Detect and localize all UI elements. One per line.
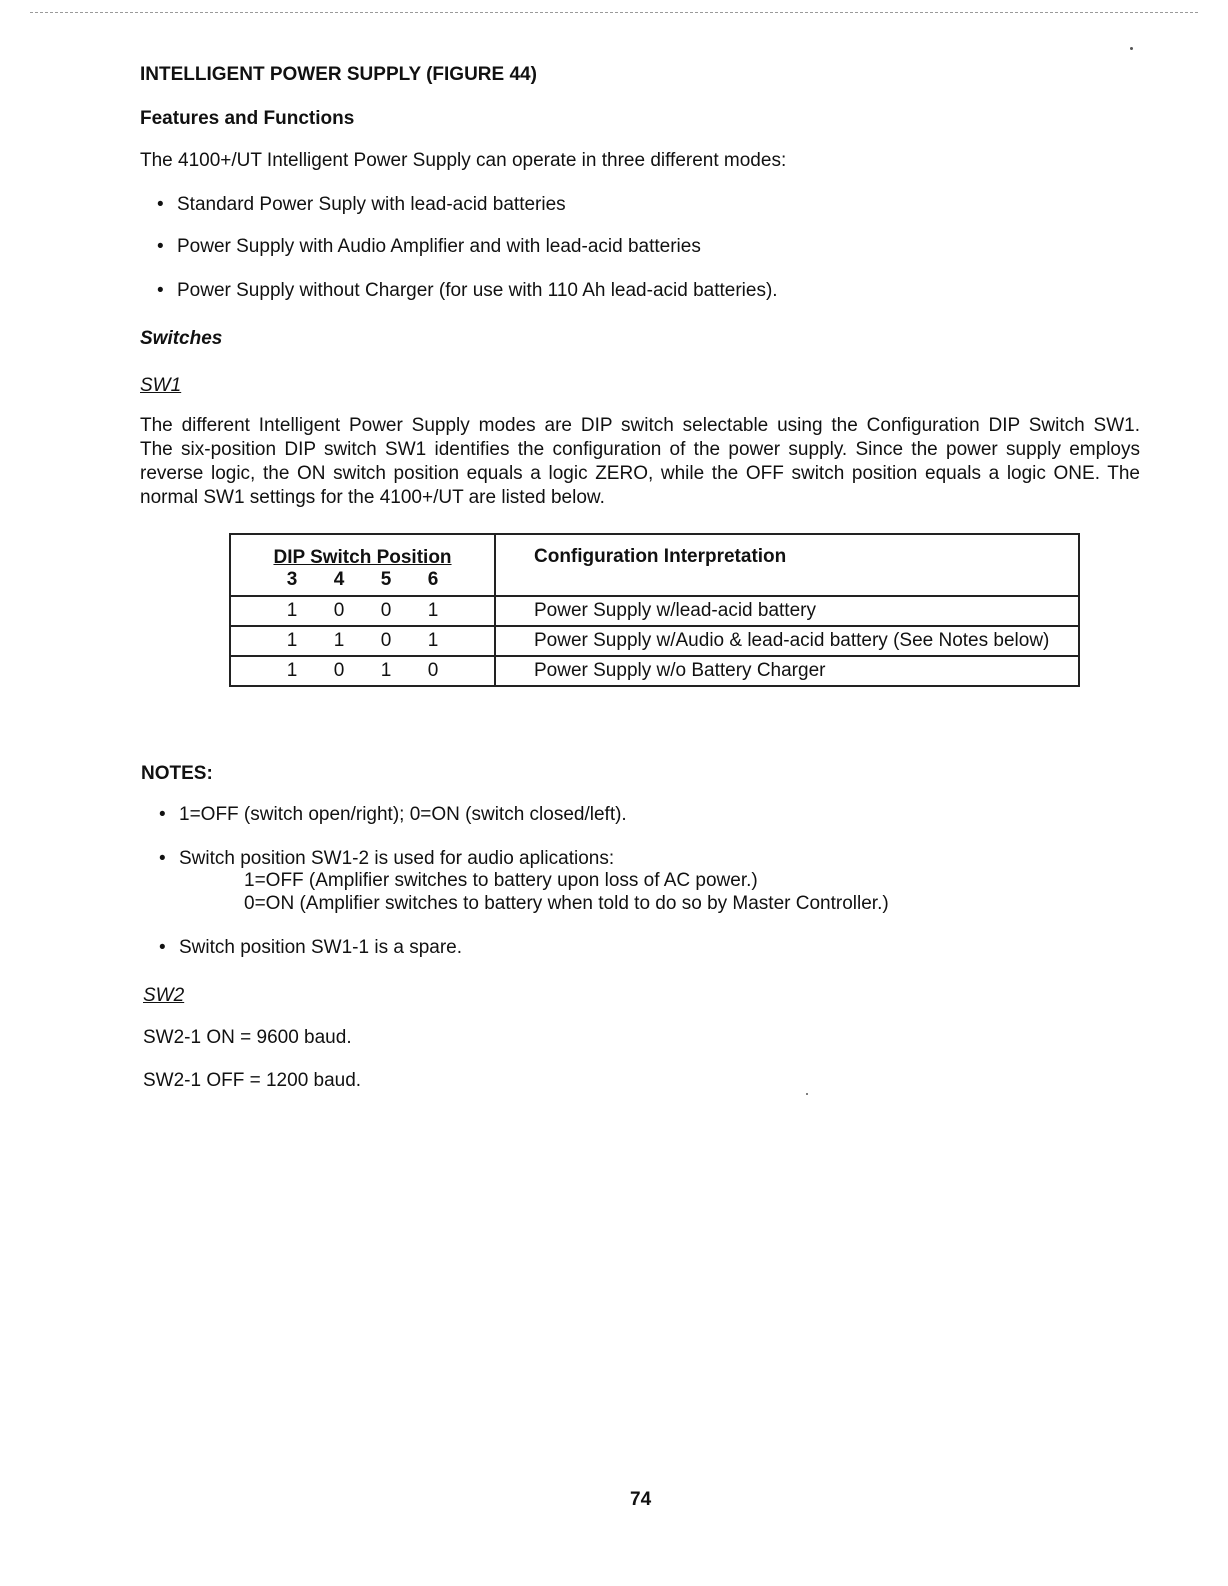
dip-value: 1 [286,600,298,621]
position-label: 4 [333,569,345,590]
sw1-paragraph-line: reverse logic, the ON switch position equals a logic ZERO, while the OFF switch position equals a logic ONE. The [140,463,1140,484]
note-text: Switch position SW1-1 is a spare. [179,937,463,958]
sw2-line: SW2-1 OFF = 1200 baud. [143,1070,362,1091]
dip-values-cell [230,626,495,656]
dip-position-numbers [231,569,494,591]
sw1-heading: SW1 [140,375,182,396]
dip-value: 0 [380,600,392,621]
dip-header-cell [230,534,495,596]
mode-item-text: Standard Power Suply with lead-acid batteries [177,194,566,215]
dip-value: 0 [427,660,439,681]
scan-artifact-dot [806,1093,808,1095]
note-item [159,937,462,959]
dip-position-header: DIP Switch Position [273,547,452,568]
dip-value: 1 [380,660,392,681]
dip-value: 1 [286,630,298,651]
intro-text: The 4100+/UT Intelligent Power Supply can operate in three different modes: [140,150,787,171]
note-item [159,804,627,826]
note-subitem: 1=OFF (Amplifier switches to battery upon loss of AC power.) [244,870,758,891]
dip-value: 1 [333,630,345,651]
dip-value: 0 [380,630,392,651]
section-title: INTELLIGENT POWER SUPPLY (FIGURE 44) [140,64,537,85]
dip-value: 1 [286,660,298,681]
dip-value: 0 [333,660,345,681]
note-text: 1=OFF (switch open/right); 0=ON (switch closed/left). [179,804,627,825]
config-cell [495,626,1079,656]
config-header-cell [495,534,1079,596]
config-text: Power Supply w/o Battery Charger [534,660,826,681]
dip-value: 0 [333,600,345,621]
position-label: 6 [427,569,439,590]
notes-heading: NOTES: [141,763,213,784]
sw2-heading: SW2 [143,985,185,1006]
sw1-paragraph-line: The different Intelligent Power Supply modes are DIP switch selectable using the Configuration DIP Switch SW1. [140,415,1140,436]
mode-item [157,194,566,216]
table-header-row [230,534,1079,596]
mode-item-text: Power Supply without Charger (for use with 110 Ah lead-acid batteries). [177,280,778,301]
config-header: Configuration Interpretation [534,546,787,567]
scan-artifact-dot [1130,47,1133,50]
scan-artifact-line [30,12,1198,13]
sw2-line: SW2-1 ON = 9600 baud. [143,1027,352,1048]
config-text: Power Supply w/Audio & lead-acid battery (See Notes below) [534,630,1050,651]
note-text: Switch position SW1-2 is used for audio aplications: [179,848,615,869]
mode-item-text: Power Supply with Audio Amplifier and with lead-acid batteries [177,236,701,257]
sw1-paragraph-line: The six-position DIP switch SW1 identifies the configuration of the power supply. Since the power supply employs [140,439,1140,460]
table-row [230,656,1079,686]
table-row [230,626,1079,656]
position-label: 3 [286,569,298,590]
mode-item [157,236,701,258]
dip-value: 1 [427,630,439,651]
switches-heading: Switches [140,328,223,349]
page-number: 74 [630,1489,652,1510]
features-heading: Features and Functions [140,108,355,129]
note-subitem: 0=ON (Amplifier switches to battery when told to do so by Master Controller.) [244,893,889,914]
position-label: 5 [380,569,392,590]
dip-switch-table [229,533,1080,687]
sw1-paragraph-line: normal SW1 settings for the 4100+/UT are listed below. [140,487,605,508]
dip-values-cell [230,656,495,686]
config-text: Power Supply w/lead-acid battery [534,600,816,621]
config-cell [495,656,1079,686]
mode-item [157,280,778,302]
note-item [159,848,614,870]
sw1-paragraph [140,414,1140,510]
dip-value: 1 [427,600,439,621]
table-row [230,596,1079,626]
config-cell [495,596,1079,626]
dip-values-cell [230,596,495,626]
